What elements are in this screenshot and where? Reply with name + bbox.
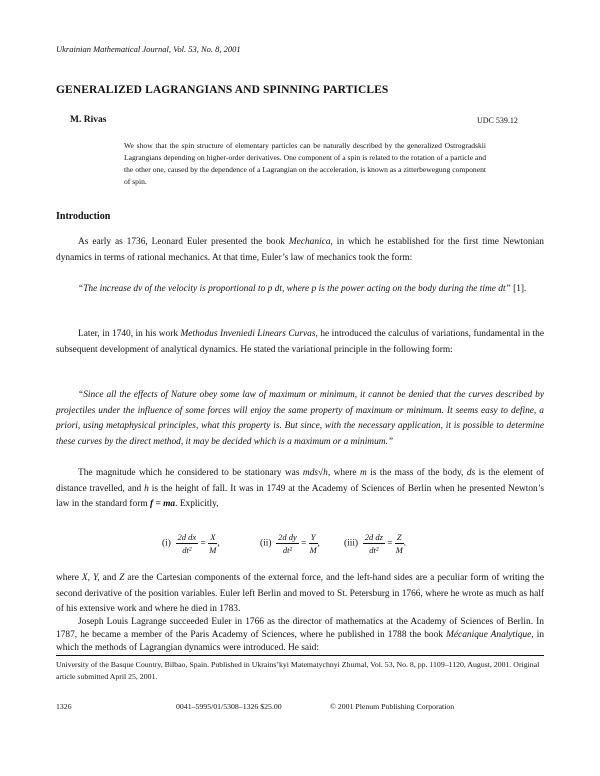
text-run: is the element of distance travelled, and [56, 468, 545, 494]
separator: , [317, 538, 320, 549]
journal-citation: Ukrainian Mathematical Journal, Vol. 53, No. 8, 2001 [56, 44, 241, 54]
newton-law: f = ma [149, 499, 176, 509]
equation-i [162, 532, 220, 555]
text-run: is the height of fall. It was in 1749 at the Academy of Sciences of Berlin when he presented Newton’s law in the standard form [56, 483, 544, 509]
numerator: 2d dx [177, 532, 197, 542]
book-title-methodus: Methodus Inveniedi Linears Curvas, [180, 329, 318, 339]
numerator: X [210, 532, 216, 542]
text-run: Later, in 1740, in his work [78, 329, 181, 339]
separator: . [403, 538, 406, 549]
section-heading-introduction: Introduction [56, 211, 111, 222]
paragraph-variations [56, 327, 544, 358]
equation-ii [260, 532, 320, 555]
paragraph-lagrange [56, 616, 544, 655]
quote-text: “The increase dv of the velocity is proportional to p dt, where p is the power acting on the body during the time dt” [78, 284, 511, 294]
quote-euler-law [56, 282, 544, 298]
text-run: is the mass of the body, [366, 468, 467, 478]
copyright: © 2001 Plenum Publishing Corporation [330, 702, 455, 711]
equals-sign: = [200, 538, 206, 549]
text-run: where [56, 573, 82, 583]
numerator: 2d dz [364, 532, 383, 542]
paragraph-euler-mechanica [56, 235, 544, 266]
text-run: , where [327, 468, 360, 478]
fraction-rhs [208, 532, 220, 555]
math-symbol: h [144, 483, 149, 494]
numerator: 2d dy [278, 532, 297, 542]
math-symbol: m [359, 468, 367, 478]
footnote-rule [56, 655, 544, 656]
math-expression: mds√h [302, 468, 328, 478]
equation-label: (iii) [344, 538, 359, 549]
text-run: Joseph Louis Lagrange succeeded Euler in 1766 as the director of mathematics at the Academy of Sciences of Berlin. In 1787, he became a member of the Paris Academy of Sciences, where he published in 1788 the book [56, 617, 544, 640]
text-run: are the Cartesian components of the external force, and the left-hand sides are a peculiar form of writing the second derivative of the position variables. Euler left Berlin and moved to St. Petersburg in 1766, where he wrote as much as half of his extensive work and where he died in 1783. [56, 573, 544, 614]
math-symbol: ds [466, 468, 476, 478]
separator: , [217, 538, 220, 549]
quote-variational-principle: “Since all the effects of Nature obey some law of maximum or minimum, it cannot be denied that the curves described by projectiles under the influence of some forces will enjoy the same property of maximum or minimum. It seems easy to define, a priori, using metaphysical principles, what this property is. But since, with the necessary application, it is possible to determine these curves by the direct method, it may be decided which is a maximum or a minimum.” [56, 390, 544, 447]
denominator: M [209, 545, 217, 555]
text-run: in which the methods of Lagrangian dynamics were introduced. He said: [56, 630, 545, 653]
equation-iii [344, 532, 406, 555]
book-title-mecanique: Mécanique Analytique, [446, 630, 534, 640]
publication-code: 0041–5995/01/5308–1326 $25.00 [176, 702, 282, 711]
denominator: dt² [369, 545, 379, 555]
math-symbol: Z [119, 573, 125, 583]
numerator: Z [396, 532, 402, 542]
numerator: Y [310, 532, 316, 542]
paragraph-stationary-magnitude [56, 466, 544, 513]
udc-code: UDC 539.12 [477, 116, 518, 125]
denominator: dt² [182, 545, 192, 555]
page-number: 1326 [56, 702, 72, 711]
equation-block [56, 528, 544, 562]
math-symbol: X, Y, [81, 573, 103, 583]
text-run: he introduced the calculus of variations, fundamental in the subsequent development of analytical dynamics. He stated the variational principle in the following form: [56, 329, 544, 355]
equation-label: (i) [162, 538, 171, 549]
citation-ref: [1]. [510, 284, 527, 294]
text-run: and [102, 573, 120, 583]
fraction-lhs [176, 532, 199, 555]
text-run: . Explicitly, [175, 499, 219, 509]
fraction-rhs [309, 532, 318, 555]
book-title-mechanica: Mechanica, [288, 237, 333, 247]
denominator: M [395, 545, 403, 555]
fraction-lhs [276, 532, 299, 555]
denominator: dt² [282, 545, 293, 555]
footnote: University of the Basque Country, Bilbao, Spain. Published in Ukrains’kyi Matematychnyi Zhurnal, Vol. 53, No. 8, pp. 1109–1120, August, 2001. Original article submitted April 25, 2001. [56, 660, 540, 681]
fraction-lhs [363, 532, 385, 555]
denominator: M [309, 545, 317, 555]
paper-title: GENERALIZED LAGRANGIANS AND SPINNING PARTICLES [56, 84, 389, 96]
equals-sign: = [387, 538, 393, 549]
paragraph-cartesian-components [56, 571, 544, 618]
equals-sign: = [301, 538, 307, 549]
fraction-rhs [395, 532, 404, 555]
text-run: The magnitude which he considered to be stationary was [78, 468, 303, 478]
author-name: M. Rivas [70, 115, 107, 125]
equation-label: (ii) [260, 538, 272, 549]
text-run: in which he established for the first time Newtonian dynamics in terms of rational mechanics. At that time, Euler’s law of mechanics took the form: [56, 237, 544, 263]
text-run: As early as 1736, Leonard Euler presented the book [78, 237, 289, 247]
abstract: We show that the spin structure of elementary particles can be naturally described by the generalized Ostrogradskii Lagrangians depending on higher-order derivatives. One component of a spin is related to the rotation of a particle and the other one, caused by the dependence of a Lagrangian on the acceleration, is known as a zitterbewegung component of spin. [124, 141, 486, 186]
